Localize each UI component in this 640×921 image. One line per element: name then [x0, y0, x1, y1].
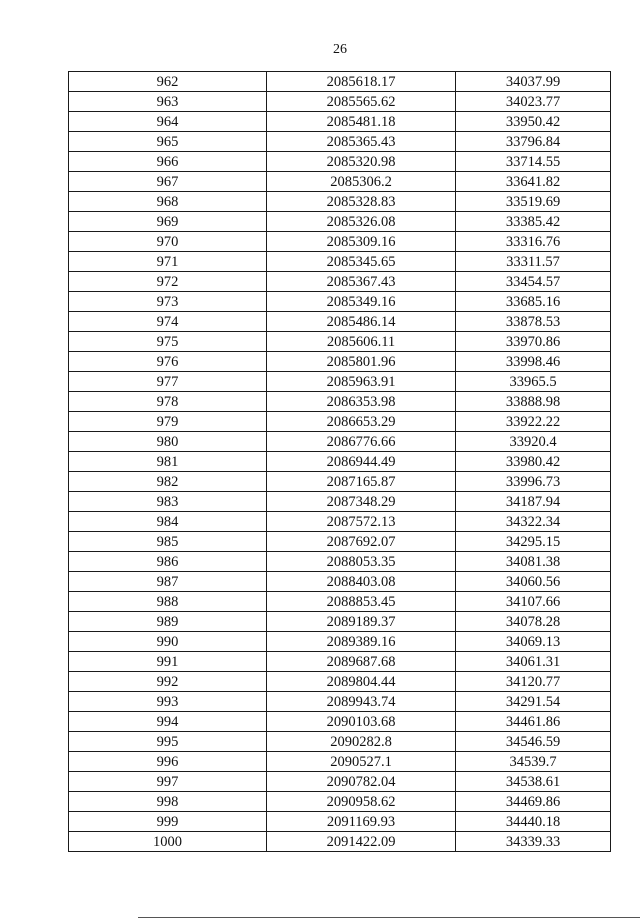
- x-coordinate-cell: 2089943.74: [267, 692, 456, 712]
- point-number-cell: 998: [69, 792, 267, 812]
- table-row: [69, 412, 611, 432]
- x-coordinate-cell: 2089804.44: [267, 672, 456, 692]
- point-number-cell: 977: [69, 372, 267, 392]
- table-row: [69, 632, 611, 652]
- table-row: [69, 732, 611, 752]
- table-row: [69, 372, 611, 392]
- y-coordinate-cell: 33965.5: [456, 372, 611, 392]
- point-number-cell: 964: [69, 112, 267, 132]
- point-number-cell: 996: [69, 752, 267, 772]
- table-row: [69, 832, 611, 852]
- table-row: [69, 772, 611, 792]
- x-coordinate-cell: 2089189.37: [267, 612, 456, 632]
- point-number-cell: 974: [69, 312, 267, 332]
- y-coordinate-cell: 33714.55: [456, 152, 611, 172]
- table-row: [69, 792, 611, 812]
- x-coordinate-cell: 2085565.62: [267, 92, 456, 112]
- y-coordinate-cell: 34069.13: [456, 632, 611, 652]
- x-coordinate-cell: 2088053.35: [267, 552, 456, 572]
- x-coordinate-cell: 2085481.18: [267, 112, 456, 132]
- y-coordinate-cell: 33454.57: [456, 272, 611, 292]
- table-row: [69, 712, 611, 732]
- x-coordinate-cell: 2085963.91: [267, 372, 456, 392]
- x-coordinate-cell: 2087572.13: [267, 512, 456, 532]
- point-number-cell: 963: [69, 92, 267, 112]
- y-coordinate-cell: 34322.34: [456, 512, 611, 532]
- y-coordinate-cell: 34461.86: [456, 712, 611, 732]
- y-coordinate-cell: 34469.86: [456, 792, 611, 812]
- y-coordinate-cell: 33998.46: [456, 352, 611, 372]
- table-row: [69, 92, 611, 112]
- table-row: [69, 612, 611, 632]
- table-row: [69, 432, 611, 452]
- y-coordinate-cell: 33316.76: [456, 232, 611, 252]
- point-number-cell: 980: [69, 432, 267, 452]
- point-number-cell: 991: [69, 652, 267, 672]
- x-coordinate-cell: 2085306.2: [267, 172, 456, 192]
- x-coordinate-cell: 2090103.68: [267, 712, 456, 732]
- point-number-cell: 981: [69, 452, 267, 472]
- x-coordinate-cell: 2086653.29: [267, 412, 456, 432]
- x-coordinate-cell: 2085326.08: [267, 212, 456, 232]
- coordinate-table: [68, 71, 611, 852]
- table-row: [69, 552, 611, 572]
- point-number-cell: 990: [69, 632, 267, 652]
- point-number-cell: 997: [69, 772, 267, 792]
- table-row: [69, 572, 611, 592]
- table-row: [69, 232, 611, 252]
- table-row: [69, 392, 611, 412]
- y-coordinate-cell: 33970.86: [456, 332, 611, 352]
- y-coordinate-cell: 33950.42: [456, 112, 611, 132]
- table-row: [69, 592, 611, 612]
- x-coordinate-cell: 2085345.65: [267, 252, 456, 272]
- x-coordinate-cell: 2086353.98: [267, 392, 456, 412]
- table-row: [69, 652, 611, 672]
- y-coordinate-cell: 34546.59: [456, 732, 611, 752]
- point-number-cell: 966: [69, 152, 267, 172]
- table-row: [69, 492, 611, 512]
- table-row: [69, 812, 611, 832]
- point-number-cell: 988: [69, 592, 267, 612]
- x-coordinate-cell: 2091422.09: [267, 832, 456, 852]
- table-row: [69, 472, 611, 492]
- x-coordinate-cell: 2087692.07: [267, 532, 456, 552]
- y-coordinate-cell: 33980.42: [456, 452, 611, 472]
- y-coordinate-cell: 34187.94: [456, 492, 611, 512]
- x-coordinate-cell: 2090282.8: [267, 732, 456, 752]
- y-coordinate-cell: 34538.61: [456, 772, 611, 792]
- table-row: [69, 332, 611, 352]
- point-number-cell: 995: [69, 732, 267, 752]
- y-coordinate-cell: 34023.77: [456, 92, 611, 112]
- x-coordinate-cell: 2085349.16: [267, 292, 456, 312]
- table-row: [69, 532, 611, 552]
- y-coordinate-cell: 34061.31: [456, 652, 611, 672]
- y-coordinate-cell: 34037.99: [456, 72, 611, 92]
- y-coordinate-cell: 34295.15: [456, 532, 611, 552]
- table-row: [69, 312, 611, 332]
- y-coordinate-cell: 33796.84: [456, 132, 611, 152]
- x-coordinate-cell: 2085320.98: [267, 152, 456, 172]
- point-number-cell: 992: [69, 672, 267, 692]
- point-number-cell: 967: [69, 172, 267, 192]
- point-number-cell: 962: [69, 72, 267, 92]
- y-coordinate-cell: 34060.56: [456, 572, 611, 592]
- x-coordinate-cell: 2085365.43: [267, 132, 456, 152]
- point-number-cell: 975: [69, 332, 267, 352]
- point-number-cell: 989: [69, 612, 267, 632]
- point-number-cell: 976: [69, 352, 267, 372]
- x-coordinate-cell: 2087348.29: [267, 492, 456, 512]
- y-coordinate-cell: 33996.73: [456, 472, 611, 492]
- table-row: [69, 352, 611, 372]
- x-coordinate-cell: 2085606.11: [267, 332, 456, 352]
- table-row: [69, 512, 611, 532]
- y-coordinate-cell: 33311.57: [456, 252, 611, 272]
- point-number-cell: 965: [69, 132, 267, 152]
- x-coordinate-cell: 2090958.62: [267, 792, 456, 812]
- table-row: [69, 152, 611, 172]
- table-body: [69, 72, 611, 852]
- x-coordinate-cell: 2091169.93: [267, 812, 456, 832]
- y-coordinate-cell: 34291.54: [456, 692, 611, 712]
- y-coordinate-cell: 33878.53: [456, 312, 611, 332]
- page-number: 26: [333, 42, 347, 57]
- table-row: [69, 112, 611, 132]
- point-number-cell: 969: [69, 212, 267, 232]
- table-row: [69, 672, 611, 692]
- y-coordinate-cell: 33922.22: [456, 412, 611, 432]
- y-coordinate-cell: 33641.82: [456, 172, 611, 192]
- y-coordinate-cell: 34078.28: [456, 612, 611, 632]
- x-coordinate-cell: 2088403.08: [267, 572, 456, 592]
- y-coordinate-cell: 33920.4: [456, 432, 611, 452]
- table-row: [69, 172, 611, 192]
- point-number-cell: 983: [69, 492, 267, 512]
- x-coordinate-cell: 2089389.16: [267, 632, 456, 652]
- point-number-cell: 993: [69, 692, 267, 712]
- x-coordinate-cell: 2090782.04: [267, 772, 456, 792]
- point-number-cell: 968: [69, 192, 267, 212]
- x-coordinate-cell: 2086776.66: [267, 432, 456, 452]
- point-number-cell: 971: [69, 252, 267, 272]
- table-row: [69, 272, 611, 292]
- table-row: [69, 72, 611, 92]
- x-coordinate-cell: 2088853.45: [267, 592, 456, 612]
- y-coordinate-cell: 34539.7: [456, 752, 611, 772]
- x-coordinate-cell: 2085367.43: [267, 272, 456, 292]
- y-coordinate-cell: 33685.16: [456, 292, 611, 312]
- y-coordinate-cell: 33888.98: [456, 392, 611, 412]
- point-number-cell: 1000: [69, 832, 267, 852]
- x-coordinate-cell: 2085801.96: [267, 352, 456, 372]
- point-number-cell: 987: [69, 572, 267, 592]
- x-coordinate-cell: 2085309.16: [267, 232, 456, 252]
- table-row: [69, 252, 611, 272]
- y-coordinate-cell: 34081.38: [456, 552, 611, 572]
- page-bottom-rule: [138, 917, 640, 918]
- table-row: [69, 192, 611, 212]
- x-coordinate-cell: 2087165.87: [267, 472, 456, 492]
- table-row: [69, 452, 611, 472]
- y-coordinate-cell: 34339.33: [456, 832, 611, 852]
- x-coordinate-cell: 2086944.49: [267, 452, 456, 472]
- table-row: [69, 132, 611, 152]
- point-number-cell: 979: [69, 412, 267, 432]
- x-coordinate-cell: 2089687.68: [267, 652, 456, 672]
- point-number-cell: 984: [69, 512, 267, 532]
- point-number-cell: 986: [69, 552, 267, 572]
- point-number-cell: 972: [69, 272, 267, 292]
- point-number-cell: 973: [69, 292, 267, 312]
- point-number-cell: 970: [69, 232, 267, 252]
- table-row: [69, 752, 611, 772]
- point-number-cell: 985: [69, 532, 267, 552]
- y-coordinate-cell: 33385.42: [456, 212, 611, 232]
- point-number-cell: 978: [69, 392, 267, 412]
- y-coordinate-cell: 34120.77: [456, 672, 611, 692]
- x-coordinate-cell: 2090527.1: [267, 752, 456, 772]
- x-coordinate-cell: 2085328.83: [267, 192, 456, 212]
- point-number-cell: 982: [69, 472, 267, 492]
- table-row: [69, 212, 611, 232]
- x-coordinate-cell: 2085486.14: [267, 312, 456, 332]
- y-coordinate-cell: 34440.18: [456, 812, 611, 832]
- point-number-cell: 999: [69, 812, 267, 832]
- table-row: [69, 692, 611, 712]
- table-row: [69, 292, 611, 312]
- y-coordinate-cell: 33519.69: [456, 192, 611, 212]
- y-coordinate-cell: 34107.66: [456, 592, 611, 612]
- point-number-cell: 994: [69, 712, 267, 732]
- x-coordinate-cell: 2085618.17: [267, 72, 456, 92]
